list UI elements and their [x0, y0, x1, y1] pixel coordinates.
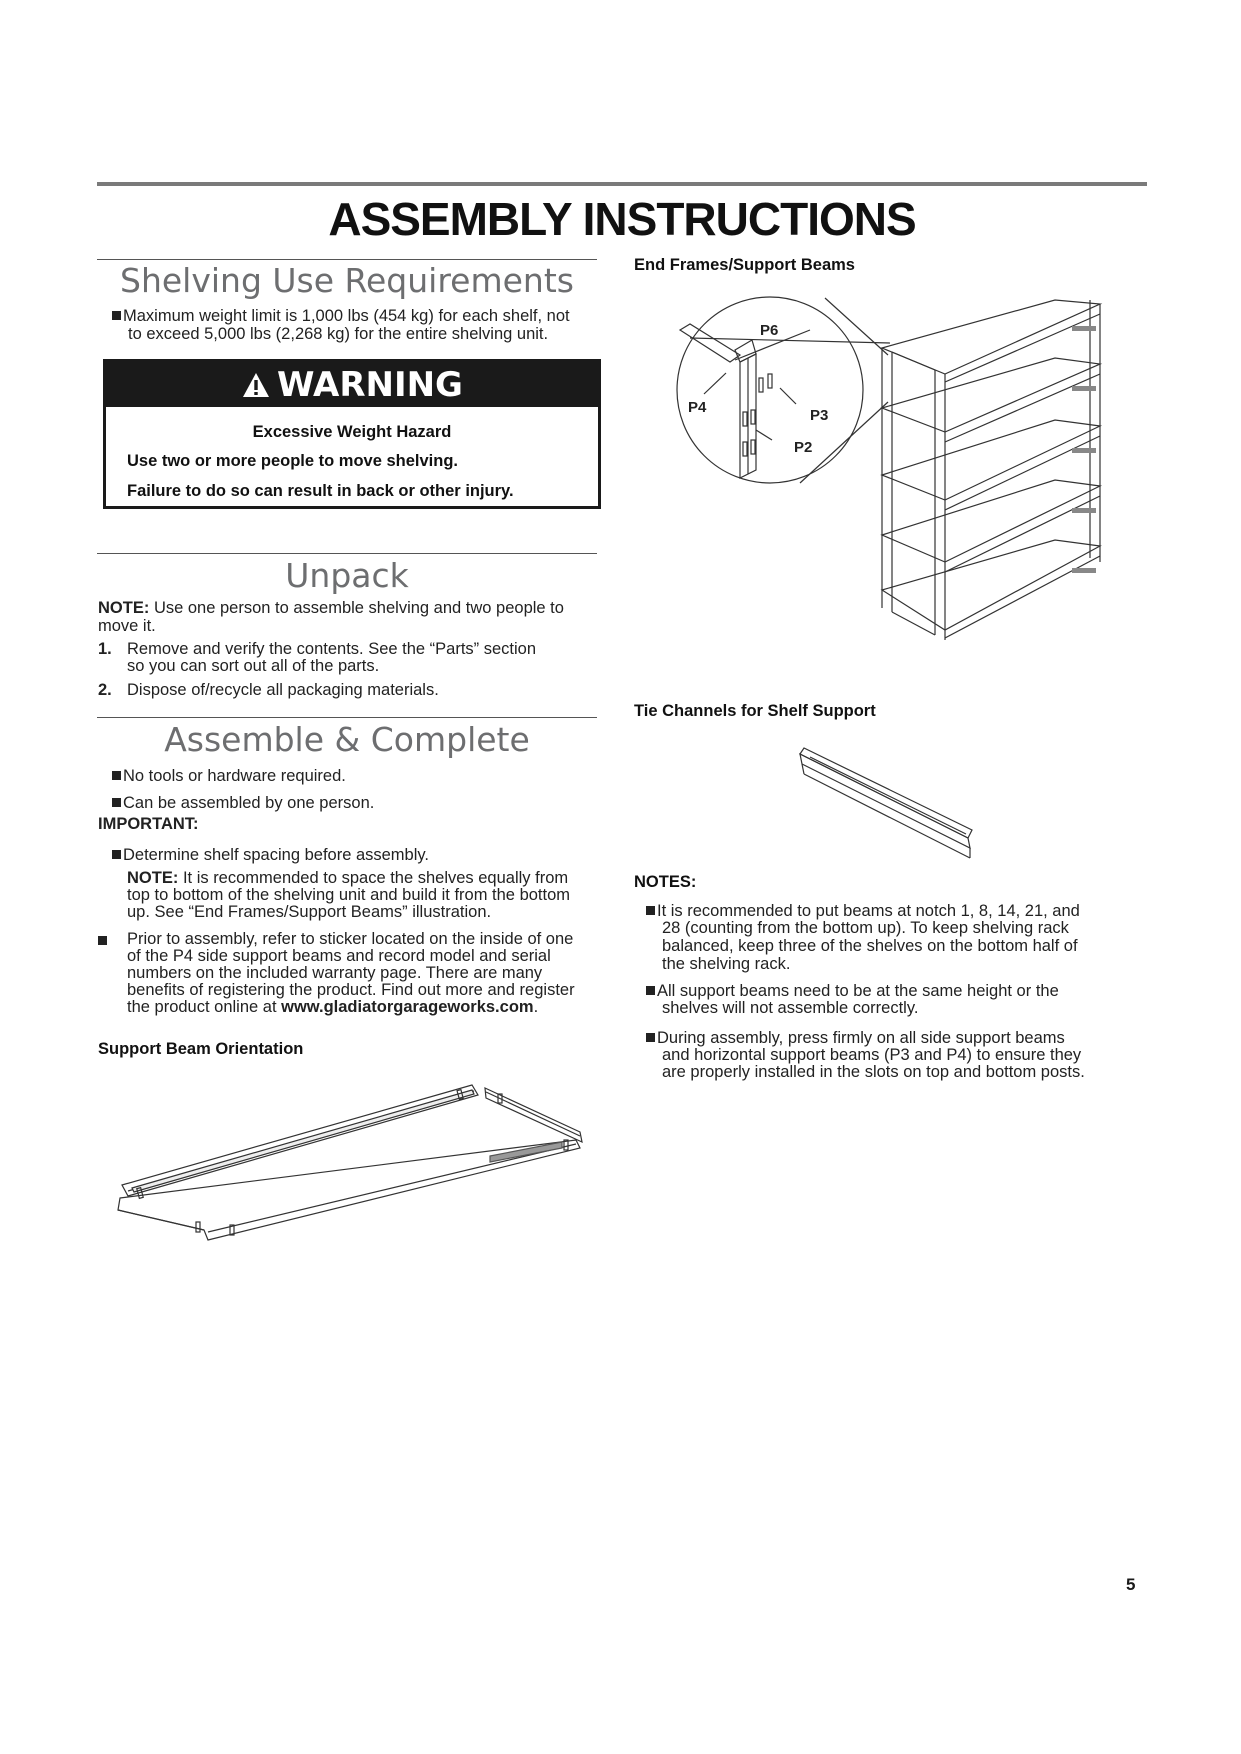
note-1-cont-3: the shelving rack.	[662, 955, 791, 973]
note-1-cont-2: balanced, keep three of the shelves on the bottom half of	[662, 937, 1078, 955]
page-number: 5	[1126, 1575, 1136, 1594]
step-2-text: Dispose of/recycle all packaging materials.	[127, 681, 439, 699]
note-1: It is recommended to put beams at notch 1, 8, 14, 21, and	[646, 903, 1080, 920]
important-label: IMPORTANT:	[98, 815, 199, 833]
label-p6: P6	[760, 322, 779, 339]
bullet-square-icon	[646, 986, 655, 995]
bullet-square-icon	[112, 771, 121, 780]
weight-limit-bullet-cont: to exceed 5,000 lbs (2,268 kg) for the entire shelving unit.	[128, 325, 549, 343]
page-title: ASSEMBLY INSTRUCTIONS	[328, 193, 916, 245]
warning-title: WARNING	[277, 365, 463, 405]
label-p4: P4	[688, 399, 707, 416]
step-1-text: Remove and verify the contents. See the “Parts” section	[127, 640, 537, 658]
bullet-square-icon	[112, 311, 121, 320]
note-3: During assembly, press firmly on all side support beams	[646, 1030, 1065, 1047]
note-3-cont-2: are properly installed in the slots on top and bottom posts.	[662, 1063, 1085, 1081]
spacing-note-cont-1: top to bottom of the shelving unit and build it from the bottom	[127, 886, 571, 904]
prior-assembly-line-3: numbers on the included warranty page. There are many	[127, 964, 543, 982]
spacing-note-cont-2: up. See “End Frames/Support Beams” illustration.	[127, 903, 492, 921]
prior-assembly-line-5: the product online at www.gladiatorgarageworks.com.	[127, 998, 539, 1016]
warning-hazard: Excessive Weight Hazard	[252, 423, 452, 441]
end-frames-label: End Frames/Support Beams	[634, 256, 855, 274]
note-2-cont: shelves will not assemble correctly.	[662, 999, 919, 1017]
unpack-heading: Unpack	[285, 556, 409, 595]
tie-channel-figure	[790, 740, 990, 870]
note-2: All support beams need to be at the same height or the	[646, 983, 1059, 1000]
warning-triangle-icon	[241, 371, 271, 399]
warning-header	[106, 362, 598, 407]
tie-channels-label: Tie Channels for Shelf Support	[634, 702, 876, 720]
section-rule	[97, 717, 597, 718]
label-p3: P3	[810, 407, 829, 424]
bullet-square-icon	[646, 1033, 655, 1042]
section-rule	[97, 259, 597, 260]
shelving-requirements-heading: Shelving Use Requirements	[120, 261, 574, 300]
spacing-note: NOTE: It is recommended to space the shelves equally from	[127, 869, 569, 887]
bullet-square-icon	[98, 933, 109, 951]
support-beam-orientation-label: Support Beam Orientation	[98, 1040, 304, 1058]
step-1-number: 1.	[98, 640, 112, 658]
section-rule	[97, 553, 597, 554]
support-beam-orientation-figure	[110, 1070, 600, 1270]
step-1-text-cont: so you can sort out all of the parts.	[127, 657, 380, 675]
assemble-bullet-3: Determine shelf spacing before assembly.	[112, 847, 429, 864]
prior-assembly-line-1: Prior to assembly, refer to sticker located on the inside of one	[127, 930, 574, 948]
prior-assembly-line-4: benefits of registering the product. Find out more and register	[127, 981, 575, 999]
weight-limit-bullet: Maximum weight limit is 1,000 lbs (454 kg) for each shelf, not	[112, 308, 570, 325]
unpack-note-cont: move it.	[98, 617, 156, 635]
assemble-bullet-1: No tools or hardware required.	[112, 768, 346, 785]
bullet-square-icon	[112, 850, 121, 859]
warning-box	[103, 359, 601, 509]
note-1-cont-1: 28 (counting from the bottom up). To keep shelving rack	[662, 919, 1069, 937]
bullet-square-icon	[112, 798, 121, 807]
bullet-square-icon	[646, 906, 655, 915]
warning-line-1: Use two or more people to move shelving.	[127, 452, 458, 470]
top-rule	[97, 182, 1147, 186]
notes-label: NOTES:	[634, 873, 697, 891]
website-link[interactable]: www.gladiatorgarageworks.com	[281, 998, 534, 1016]
end-frames-figure	[660, 290, 1130, 670]
label-p2: P2	[794, 439, 813, 456]
assemble-bullet-2: Can be assembled by one person.	[112, 795, 374, 812]
unpack-note: NOTE: Use one person to assemble shelving and two people to	[98, 599, 564, 617]
prior-assembly-line-2: of the P4 side support beams and record model and serial	[127, 947, 551, 965]
step-2-number: 2.	[98, 681, 112, 699]
warning-line-2: Failure to do so can result in back or other injury.	[127, 482, 514, 500]
assemble-heading: Assemble & Complete	[164, 720, 530, 759]
note-3-cont-1: and horizontal support beams (P3 and P4) to ensure they	[662, 1046, 1082, 1064]
